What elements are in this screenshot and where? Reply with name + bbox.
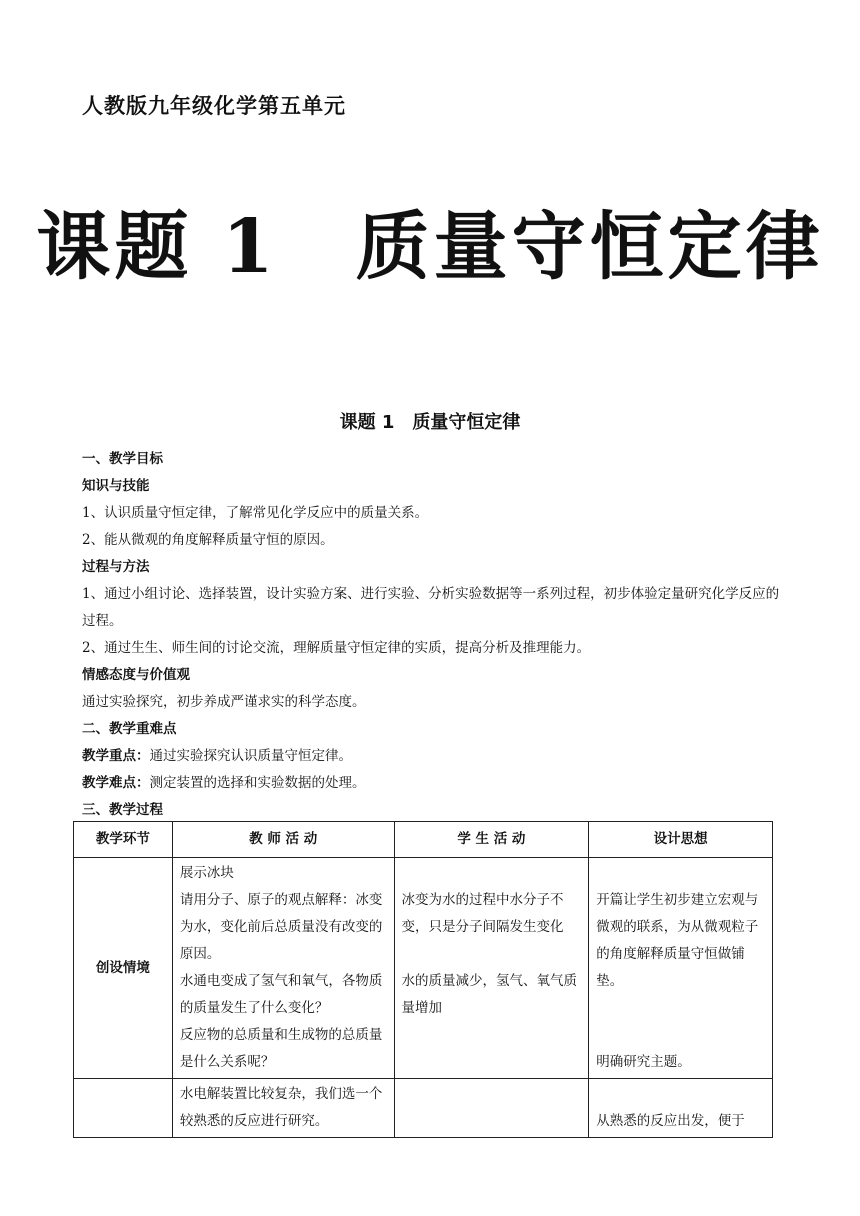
design-idea-line: 开篇让学生初步建立宏观与微观的联系，为从微观粒子的角度解释质量守恒做铺垫。 [596, 892, 759, 989]
process-item: 1、通过小组讨论、选择装置，设计实验方案、进行实验、分析实验数据等一系列过程，初步体验定量研究化学反应的过程。 [82, 586, 780, 629]
difficulty-line [82, 770, 782, 797]
table-row [74, 858, 773, 1079]
teacher-activity-cell [172, 858, 394, 1079]
student-activity-cell [394, 1079, 589, 1138]
process-heading: 过程与方法 [82, 559, 150, 575]
process-table-heading: 三、教学过程 [82, 802, 163, 818]
key-points-heading: 二、教学重难点 [82, 721, 177, 737]
teacher-activity-line: 请用分子、原子的观点解释：冰变为水，变化前后总质量没有改变的原因。 [179, 892, 383, 962]
difficulty-text: 测定装置的选择和实验数据的处理。 [149, 775, 366, 791]
stage-cell: 创设情境 [74, 858, 173, 1079]
attitude-text: 通过实验探究，初步养成严谨求实的科学态度。 [82, 694, 366, 710]
student-activity-cell [394, 858, 589, 1079]
process-item: 2、通过生生、师生间的讨论交流，理解质量守恒定律的实质，提高分析及推理能力。 [82, 640, 591, 656]
document-title: 课题 1 质量守恒定律 [339, 412, 521, 433]
table-row [74, 1079, 773, 1138]
design-idea-line: 明确研究主题。 [596, 1054, 691, 1070]
design-idea-line: 从熟悉的反应出发，便于 [596, 1113, 745, 1129]
knowledge-item: 2、能从微观的角度解释质量守恒的原因。 [82, 532, 334, 548]
cover-title: 课题 1 质量守恒定律 [36, 204, 824, 290]
lesson-content [82, 446, 782, 824]
column-header: 教 师 活 动 [172, 822, 394, 858]
attitude-heading: 情感态度与价值观 [82, 667, 190, 683]
teaching-process-table [73, 821, 773, 1138]
column-header: 教学环节 [74, 822, 173, 858]
focus-line [82, 743, 782, 770]
column-header: 设计思想 [589, 822, 773, 858]
teacher-activity-cell [172, 1079, 394, 1138]
knowledge-item: 1、认识质量守恒定律，了解常见化学反应中的质量关系。 [82, 505, 429, 521]
table-header-row [74, 822, 773, 858]
focus-text: 通过实验探究认识质量守恒定律。 [149, 748, 352, 764]
design-idea-cell [589, 858, 773, 1079]
knowledge-heading: 知识与技能 [82, 478, 150, 494]
stage-cell [74, 1079, 173, 1138]
teacher-activity-line: 展示冰块 [179, 865, 234, 881]
student-activity-line: 水的质量减少，氢气、氧气质量增加 [401, 973, 578, 1016]
goals-heading: 一、教学目标 [82, 451, 163, 467]
difficulty-label: 教学难点： [82, 775, 150, 791]
student-activity-line: 冰变为水的过程中水分子不变，只是分子间隔发生变化 [401, 892, 564, 935]
column-header: 学 生 活 动 [394, 822, 589, 858]
teacher-activity-line: 水通电变成了氢气和氧气，各物质的质量发生了什么变化？ [179, 973, 383, 1016]
design-idea-cell [589, 1079, 773, 1138]
series-header: 人教版九年级化学第五单元 [82, 94, 346, 118]
teacher-activity-line: 水电解装置比较复杂，我们选一个较熟悉的反应进行研究。 [179, 1086, 383, 1129]
teacher-activity-line: 反应物的总质量和生成物的总质量是什么关系呢？ [179, 1027, 383, 1070]
focus-label: 教学重点： [82, 748, 150, 764]
